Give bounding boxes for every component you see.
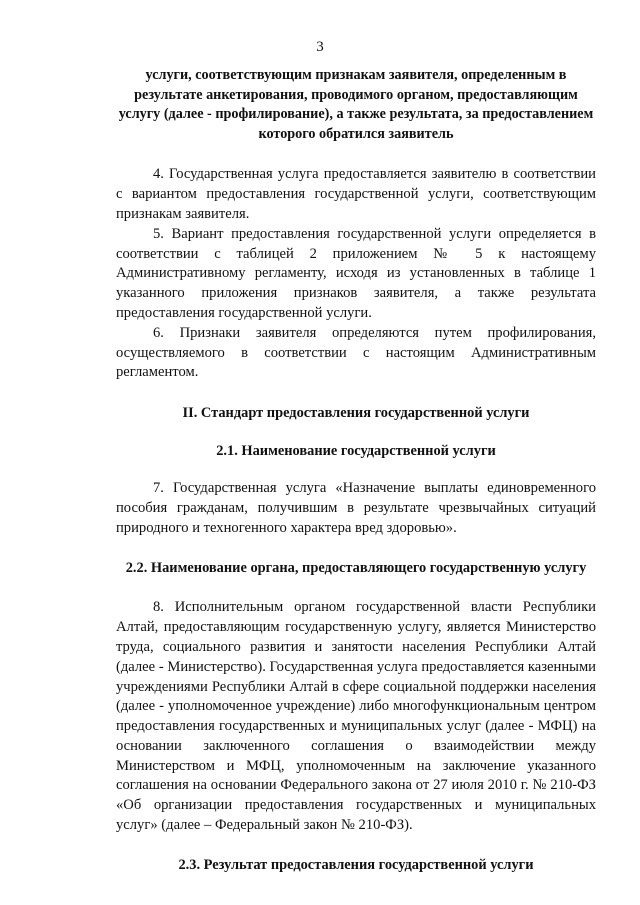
page-content	[116, 66, 596, 875]
paragraph-4: 4. Государственная услуга предоставляется заявителю в соответствии с вариантом предоставления государственной услуги, соответствующим признакам заявителя.	[116, 166, 596, 222]
paragraph-8: 8. Исполнительным органом государственной власти Республики Алтай, предоставляющим государственную услугу, является Министерство труда, социального развития и занятости населения Республики Алтай (далее - Министерство). Государственная услуга предоставляется казенными учреждениями Республики Алтай в сфере социальной поддержки населения (далее - уполномоченное учреждение) либо многофункциональным центром предоставления государственных и муниципальных услуг (далее - МФЦ) на основании заключенного соглашения о взаимодействии между Министерством и МФЦ, уполномоченным на заключение указанного соглашения на основании Федерального закона от 27 июля 2010 г. № 210-ФЗ «Об организации предоставления государственных и муниципальных услуг» (далее – Федеральный закон № 210-ФЗ).	[116, 599, 596, 834]
paragraph-5: 5. Вариант предоставления государственной услуги определяется в соответствии с таблицей 2 приложением № 5 к настоящему Административному регламенту, исходя из установленных в таблице 1 указанного приложения признаков заявителя, а также результата предоставления государственной услуги.	[116, 225, 596, 321]
paragraph-7: 7. Государственная услуга «Назначение выплаты единовременного пособия гражданам, получившим в результате чрезвычайных ситуаций природного и техногенного характера вред здоровью».	[116, 480, 596, 536]
page-number: 3	[316, 39, 324, 55]
section-title-2-3: 2.3. Результат предоставления государственной услуги	[178, 856, 534, 873]
paragraph-6: 6. Признаки заявителя определяются путем профилирования, осуществляемого в соответствии с настоящим Административным регламентом.	[116, 324, 596, 381]
section-title-2: II. Стандарт предоставления государственной услуги	[182, 405, 530, 422]
intro-heading: услуги, соответствующим признакам заявителя, определенным в результате анкетирования, проводимого органом, предоставляющим услугу (далее - профилирование), а также результата, за предоставлением которого обратился заявитель	[118, 67, 594, 142]
section-title-2-2: 2.2. Наименование органа, предоставляющего государственную услугу	[125, 559, 587, 576]
section-title-2-1: 2.1. Наименование государственной услуги	[216, 442, 496, 459]
